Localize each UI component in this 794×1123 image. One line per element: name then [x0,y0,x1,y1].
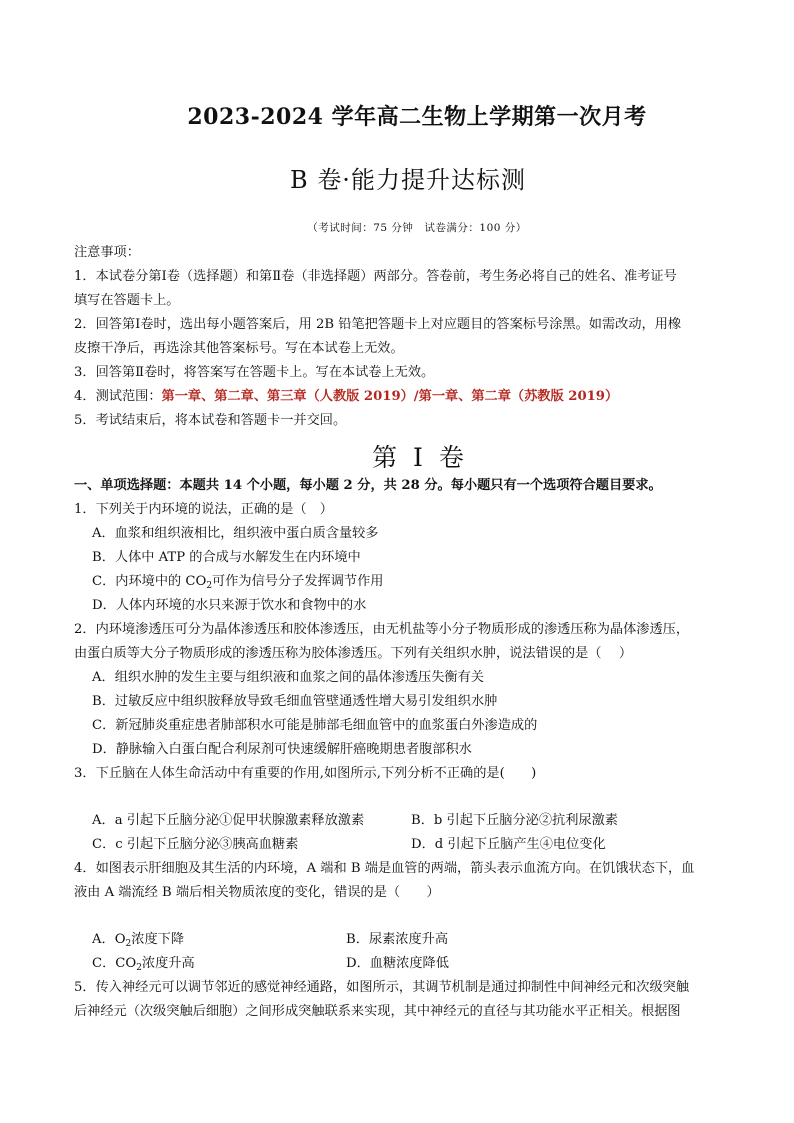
q4-option-a-pre: A．O [92,932,126,947]
notice-item-1-line1: 1．本试卷分第Ⅰ卷（选择题）和第Ⅱ卷（非选择题）两部分。答卷前，考生务必将自己的姓名、准考证号 [74,269,677,284]
q4-stem-line2: 液由 A 端流经 B 端后相关物质浓度的变化，错误的是（ ） [74,885,440,900]
q1-option-a: A．血浆和组织液相比，组织液中蛋白质含量较多 [92,526,379,541]
q2-option-b: B．过敏反应中组织胺释放导致毛细血管壁通透性增大易引发组织水肿 [92,694,498,709]
part1-heading: 一、单项选择题：本题共 14 个小题，每小题 2 分，共 28 分。每小题只有一个选项符合题目要求。 [74,478,662,493]
q2-option-a: A．组织水肿的发生主要与组织液和血浆之间的晶体渗透压失衡有关 [92,670,484,685]
notice-item-5: 5．考试结束后，将本试卷和答题卡一并交回。 [74,413,347,428]
q1-option-d: D．人体内环境的水只来源于饮水和食物中的水 [92,598,367,613]
notice-item-2-line1: 2．回答第Ⅰ卷时，选出每小题答案后，用 2B 铅笔把答题卡上对应题目的答案标号涂黑。如需改动，用橡 [74,317,682,332]
q1-option-c-pre: C．内环境中的 CO [92,574,207,589]
q1-option-c [92,573,383,591]
exam-subtitle: B 卷·能力提升达标测 [290,166,526,194]
notice-item-3: 3．回答第Ⅱ卷时，将答案写在答题卡上。写在本试卷上无效。 [74,365,435,380]
q3-option-d: D．d 引起下丘脑产生④电位变化 [411,837,606,852]
q5-stem-line2: 后神经元（次级突触后细胞）之间形成突触联系来实现，其中神经元的直径与其功能水平正相关。根据图 [74,1004,681,1019]
q3-option-a: A．a 引起下丘脑分泌①促甲状腺激素释放激素 [92,813,365,828]
section-title: 第 I 卷 [372,443,468,472]
notice-item-1-line2: 填写在答题卡上。 [74,293,180,308]
q1-option-c-post: 可作为信号分子发挥调节作用 [212,574,384,589]
q4-stem-line1: 4．如图表示肝细胞及其生活的内环境，A 端和 B 端是血管的两端，箭头表示血流方向。在饥饿状态下，血 [74,861,695,876]
notice-item-2-line2: 皮擦干净后，再选涂其他答案标号。写在本试卷上无效。 [74,341,404,356]
exam-title: 2023-2024 学年高二生物上学期第一次月考 [187,104,647,130]
q2-stem-line2: 由蛋白质等大分子物质形成的渗透压称为胶体渗透压。下列有关组织水肿，说法错误的是（ ） [74,646,633,661]
q3-option-c: C．c 引起下丘脑分泌③胰高血糖素 [92,837,299,852]
q2-stem-line1: 2．内环境渗透压可分为晶体渗透压和胶体渗透压，由无机盐等小分子物质形成的渗透压称为晶体渗透压， [74,622,690,637]
q4-option-c-sub: 2 [136,963,142,973]
q4-option-a-post: 浓度下降 [131,932,185,947]
q4-option-c-pre: C．CO [92,956,137,971]
q1-option-c-sub: 2 [206,581,213,591]
q4-option-c [92,955,195,973]
test-range: 第一章、第二章、第三章（人教版 2019）/第一章、第二章（苏教版 2019） [161,389,619,404]
q4-option-d: D．血糖浓度降低 [346,956,449,971]
q2-option-d: D．静脉输入白蛋白配合利尿剂可快速缓解肝癌晚期患者腹部积水 [92,742,472,757]
q5-stem-line1: 5．传入神经元可以调节邻近的感觉神经通路，如图所示，其调节机制是通过抑制性中间神经元和次级突触 [74,980,690,995]
q4-option-a [92,931,184,949]
q4-option-c-post: 浓度升高 [141,956,195,971]
q2-option-c: C．新冠肺炎重症患者肺部积水可能是肺部毛细血管中的血浆蛋白外渗造成的 [92,718,538,733]
q3-stem: 3．下丘脑在人体生命活动中有重要的作用,如图所示,下列分析不正确的是( ) [74,766,537,781]
q4-option-b: B．尿素浓度升高 [346,932,449,947]
notice-heading: 注意事项： [74,245,140,260]
q3-option-b: B．b 引起下丘脑分泌②抗利尿激素 [411,813,618,828]
exam-time-info: （考试时间：75 分钟 试卷满分：100 分） [307,222,527,234]
q4-option-a-sub: 2 [125,939,132,949]
notice-item-4 [74,388,618,406]
q1-stem: 1．下列关于内环境的说法，正确的是（ ） [74,502,333,517]
q1-option-b: B．人体中 ATP 的合成与水解发生在内环境中 [92,550,361,565]
notice-item-4-prefix: 4．测试范围： [74,389,162,404]
